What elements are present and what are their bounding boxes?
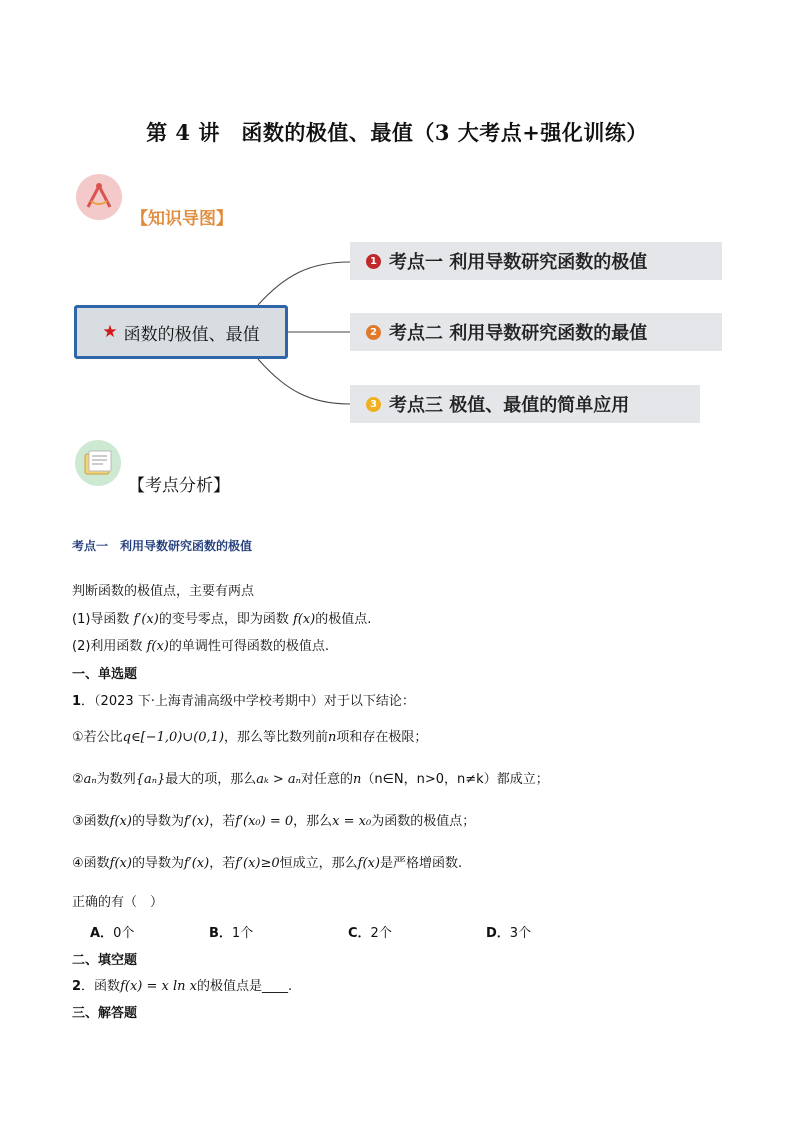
mind-map-branch-3 [350,385,700,423]
s3-post: 为函数的极值点； [371,814,476,829]
choice-b [209,922,253,941]
s4-mid1: 的导数为 [131,856,184,871]
s2-an: aₙ [83,772,97,787]
point-2 [72,635,329,654]
s4-dfx: f′(x) [183,856,210,871]
point-1-post: 的极值点. [315,612,372,627]
analysis-heading: 【考点分析】 [128,476,230,496]
s3-pre: ③函数 [72,814,110,829]
point-1 [72,608,371,627]
s3-x: x = x₀ [332,814,372,829]
s4-mid2: ，若 [209,856,236,871]
s3-mid1: 的导数为 [131,814,184,829]
section-single-choice: 一、单选题 [72,667,138,682]
choice-b-value: 1个 [231,926,254,941]
s2-set: {aₙ} [135,772,166,787]
question-1-ask: 正确的有（ ） [72,895,164,910]
question-1-header [72,690,415,709]
choice-d-letter: D． [486,926,510,941]
s1-post: 项和存在极限； [336,730,428,745]
s3-cond: f′(x₀) = 0 [235,814,294,829]
question-2-pre: ．函数 [81,979,121,994]
point-2-pre: (2)利用函数 [72,639,147,654]
choice-a [90,922,134,941]
s2-cond: （n∈N，n>0，n≠k） [361,772,497,787]
point-1-func: f′(x) [133,612,159,627]
question-2-math: f(x) = x ln x [120,979,197,994]
intro-text: 判断函数的极值点，主要有两点 [72,584,255,599]
s1-n: n [328,730,337,745]
point-1-pre: (1)导函数 [72,612,134,627]
choice-c [348,922,392,941]
choice-b-letter: B． [209,926,232,941]
question-2 [72,975,292,994]
mind-map-branch-1 [350,242,722,280]
s2-mid1: 为数列 [96,772,136,787]
question-2-number: 2 [72,979,82,994]
s2-prefix: ② [72,772,84,787]
mind-map-branch-2 [350,313,722,351]
point-2-func: f(x) [146,639,169,654]
choice-c-value: 2个 [370,926,392,941]
s4-cond: f′(x)≥0 [235,856,280,871]
branch-label-1: 考点一 利用导数研究函数的极值 [389,252,648,273]
number-badge-2: 2 [366,325,381,340]
s4-fx: f(x) [109,856,132,871]
question-1-source: ．（2023 下·上海青浦高级中学校考期中）对于以下结论： [81,694,415,709]
point-1-func2: f(x) [292,612,316,627]
connector-1 [258,262,350,305]
number-badge-1: 1 [366,254,381,269]
s4-pre: ④函数 [72,856,110,871]
s4-post: 是严格增函数. [379,856,463,871]
s2-mid2: 最大的项，那么 [165,772,257,787]
number-badge-3: 3 [366,397,381,412]
choice-c-letter: C． [348,926,371,941]
question-1-number: 1 [72,694,82,709]
choice-a-letter: A． [90,926,114,941]
mind-map-central-node [74,305,288,359]
statement-3 [72,810,475,829]
section-answer: 三、解答题 [72,1006,138,1021]
s2-mid3: 对任意的 [300,772,353,787]
knowledge-map-heading: 【知识导图】 [131,209,233,229]
s3-fx: f(x) [109,814,132,829]
section-fill-blank: 二、填空题 [72,953,138,968]
s1-mid: ，那么等比数列前 [224,730,329,745]
s4-fx2: f(x) [357,856,380,871]
point-2-post: 的单调性可得函数的极值点. [168,639,329,654]
central-node-label: 函数的极值、最值 [123,324,260,345]
page-title: 第 4 讲 函数的极值、最值（3 大考点+强化训练） [146,120,648,145]
branch-label-3: 考点三 极值、最值的简单应用 [389,395,630,416]
branch-label-2: 考点二 利用导数研究函数的最值 [389,323,648,344]
connector-3 [258,359,350,404]
statement-4 [72,852,462,871]
choice-d [486,922,531,941]
s2-post: 都成立； [496,772,549,787]
star-icon: ★ [102,322,118,342]
s3-mid2: ，若 [209,814,236,829]
document-icon [75,440,121,486]
s3-dfx: f′(x) [183,814,210,829]
s2-ineq: aₖ > aₙ [256,772,301,787]
statement-1 [72,726,427,745]
s1-math: q∈[−1,0)∪(0,1) [122,730,225,745]
question-2-post: 的极值点是____. [196,979,293,994]
choice-d-value: 3个 [509,926,532,941]
choice-a-value: 0个 [113,926,135,941]
topic-1-label: 考点一 利用导数研究函数的极值 [72,539,253,553]
point-1-mid: 的变号零点，即为函数 [158,612,293,627]
s1-pre: ①若公比 [72,730,123,745]
statement-2 [72,768,549,787]
s2-n: n [352,772,362,787]
s3-mid3: ，那么 [293,814,333,829]
s4-mid3: 恒成立，那么 [279,856,358,871]
